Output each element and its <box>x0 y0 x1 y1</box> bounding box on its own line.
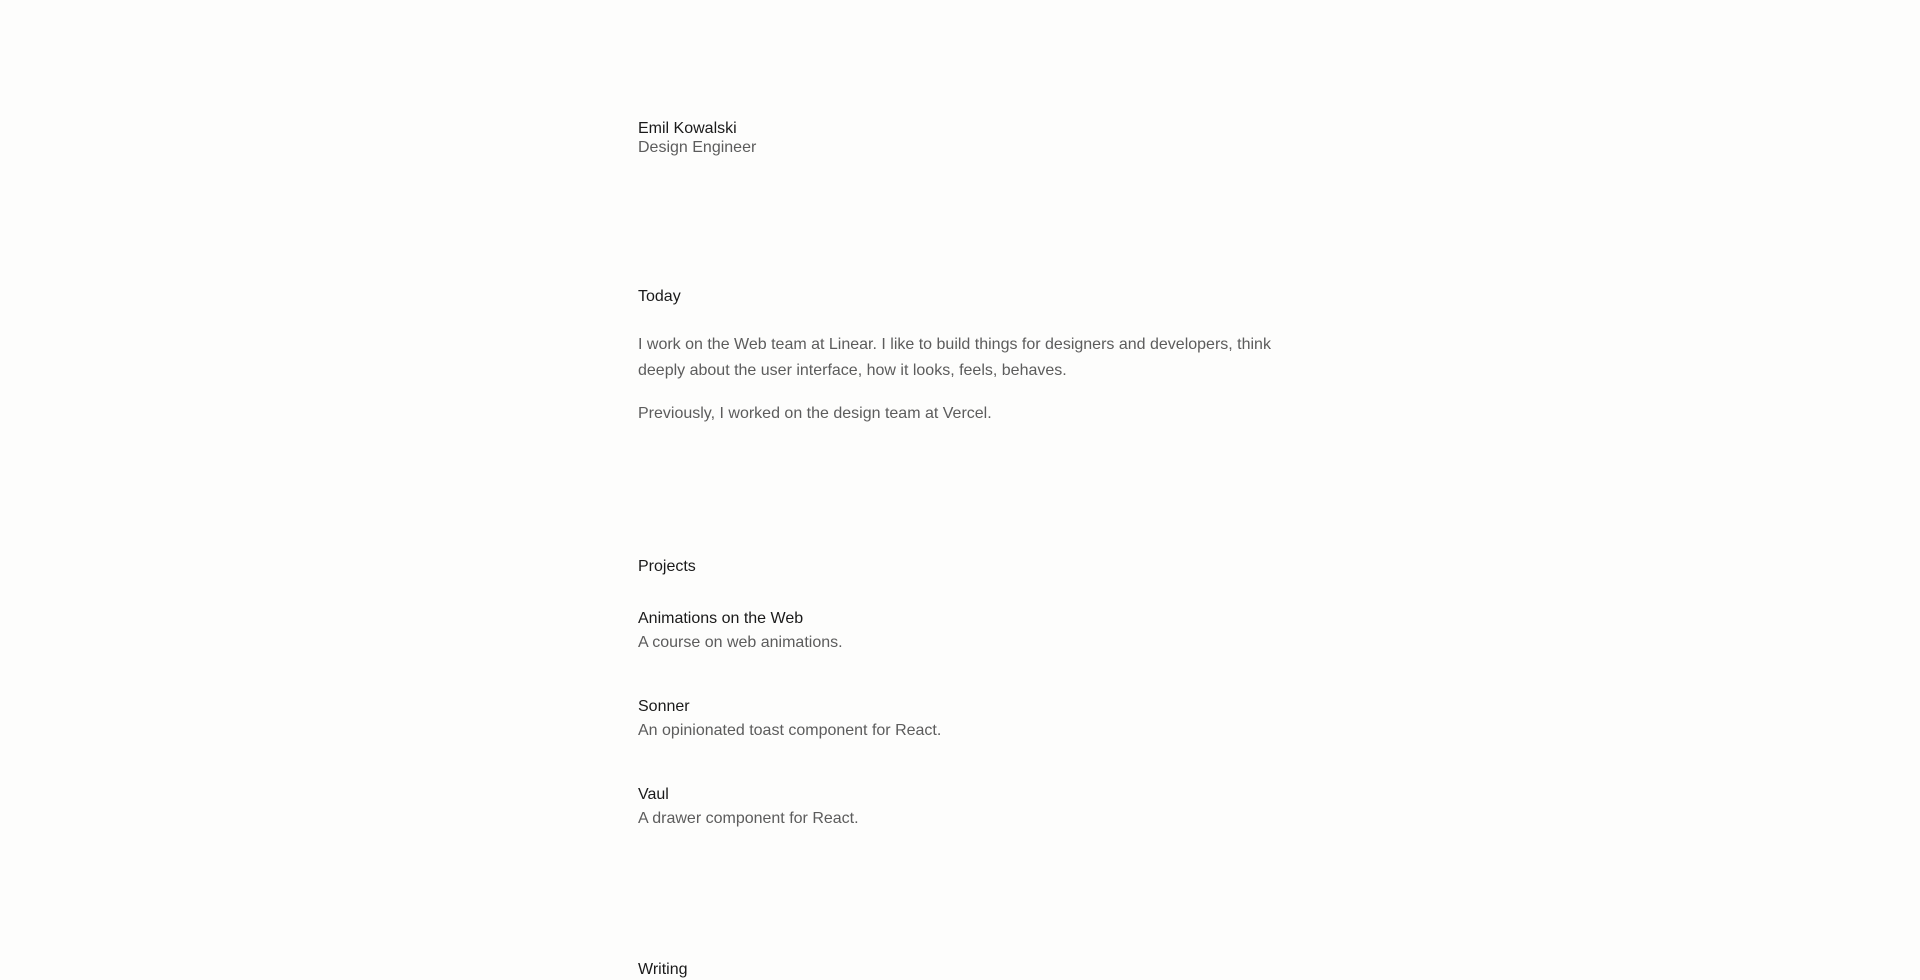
project-title: Sonner <box>638 698 690 715</box>
project-title: Vaul <box>638 786 669 803</box>
project-link-animations[interactable] <box>638 607 843 655</box>
today-paragraph-1: I work on the Web team at Linear. I like to build things for designers and developers, think deeply about the user interface, how it looks, feels, behaves. <box>638 336 1271 379</box>
author-name: Emil Kowalski <box>638 120 737 137</box>
author-role: Design Engineer <box>638 139 757 156</box>
section-title-today: Today <box>638 288 681 305</box>
project-title: Animations on the Web <box>638 610 804 627</box>
project-description: A course on web animations. <box>638 634 843 651</box>
project-link-vaul[interactable] <box>638 783 859 831</box>
section-title-projects: Projects <box>638 558 696 575</box>
project-description: A drawer component for React. <box>638 810 859 827</box>
project-link-sonner[interactable] <box>638 695 941 743</box>
project-description: An opinionated toast component for React. <box>638 722 942 739</box>
today-paragraph-2: Previously, I worked on the design team at Vercel. <box>638 405 992 422</box>
section-title-writing: Writing <box>638 961 688 978</box>
